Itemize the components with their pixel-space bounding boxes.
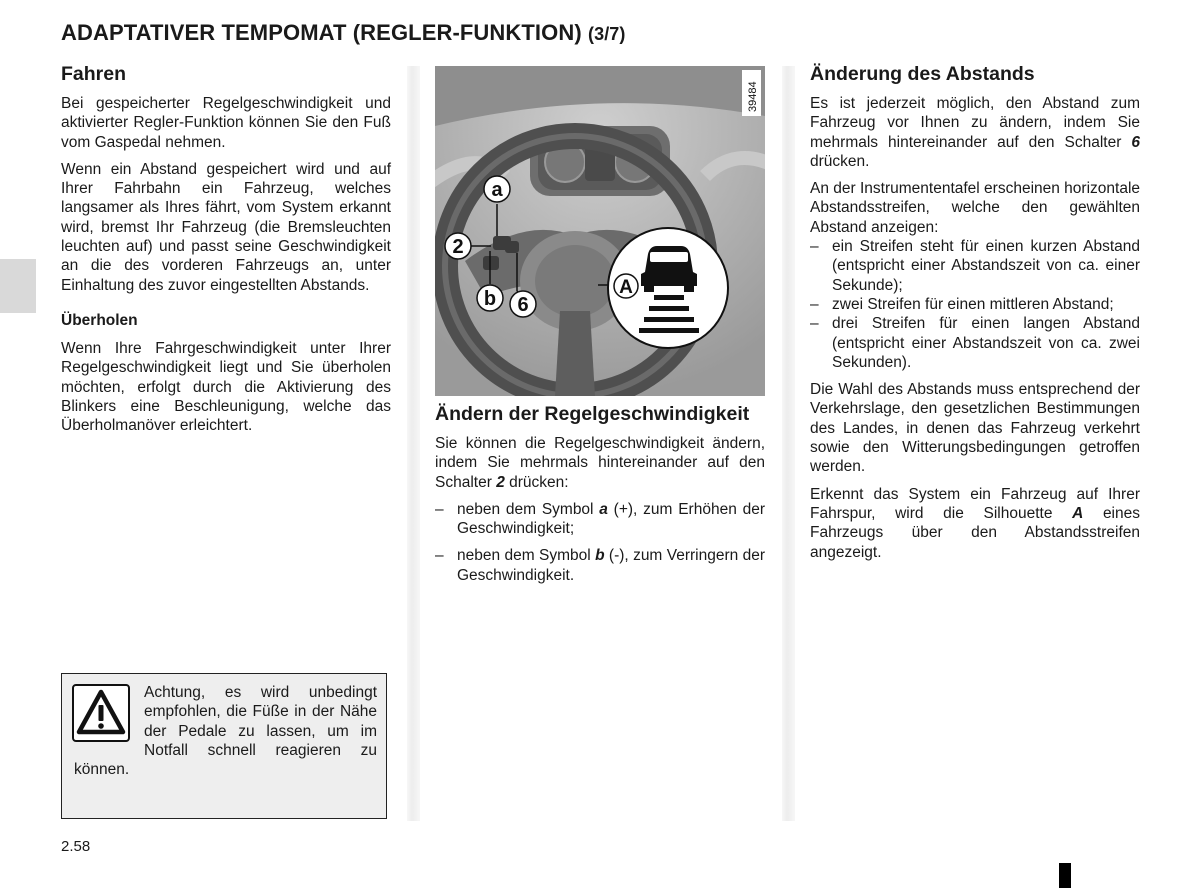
column-divider	[407, 66, 420, 821]
callout-label-A: A	[619, 277, 633, 298]
column-divider	[782, 66, 795, 821]
warning-text: Achtung, es wird unbedingt empfohlen, die Füße in der Nähe der Pedale zu lassen, um im Notfall schnell reagieren zu können.	[74, 684, 377, 779]
steering-wheel-illustration	[435, 66, 765, 396]
callout-label-b: b	[483, 288, 497, 310]
paragraph: Es ist jederzeit möglich, den Abstand zum Fahrzeug vor Ihnen zu ändern, indem Sie mehrmals hintereinander auf den Schalter 6 drücken.	[810, 95, 1140, 170]
paragraph: Sie können die Regelgeschwindigkeit ändern, indem Sie mehrmals hintereinander auf den Schalter 2 drücken:	[435, 435, 765, 491]
title-part: (3/7)	[587, 24, 626, 44]
section-heading: Ändern der Regelgeschwindigkeit	[435, 403, 750, 425]
figure-reference: 39484	[747, 81, 759, 112]
warning-text-block	[74, 683, 377, 779]
section-heading: Fahren	[61, 63, 127, 85]
list-item: – drei Streifen für einen langen Abstand (entspricht einer Abstandszeit von ca. zwei Sekunden).	[810, 314, 1140, 372]
section-fahren	[61, 62, 391, 443]
key-ref: 2	[496, 473, 505, 491]
key-ref: b	[595, 547, 605, 565]
paragraph: Wenn ein Abstand gespeichert wird und auf Ihrer Fahrbahn ein Fahrzeug, welches langsamer als Ihres fährt, vom System erkannt wird, bremst Ihr Fahrzeug (die Bremsleuchten leuchten auf) und passt seine Geschwindigkeit an die des vorderen Fahrzeugs an, unter Einhaltung des zuvor eingestellten Abstands.	[61, 160, 391, 294]
section-heading: Änderung des Abstands	[810, 63, 1035, 85]
page-number: 2.58	[61, 838, 91, 855]
callout-label-a: a	[491, 179, 503, 201]
list-item: – neben dem Symbol a (+), zum Erhöhen der Geschwindigkeit;	[435, 500, 765, 539]
callout-label-6: 6	[517, 294, 529, 316]
speed-change-list	[435, 500, 765, 585]
subheading-ueberholen: Überholen	[61, 311, 138, 329]
callout-label-2: 2	[452, 236, 464, 258]
paragraph: Erkennt das System ein Fahrzeug auf Ihrer Fahrspur, wird die Silhouette A eines Fahrzeugs über den Abstandsstreifen angezeigt.	[810, 485, 1140, 561]
vehicle-silhouette-icon	[641, 246, 697, 292]
list-item: – neben dem Symbol b (-), zum Verringern der Geschwindigkeit.	[435, 546, 765, 585]
distance-list	[810, 237, 1140, 372]
key-ref: A	[1072, 504, 1084, 522]
title-text: ADAPTATIVER TEMPOMAT (REGLER-FUNKTION)	[61, 20, 582, 45]
list-item: – zwei Streifen für einen mittleren Abstand;	[810, 295, 1140, 314]
key-ref: 6	[1131, 133, 1140, 151]
paragraph: Wenn Ihre Fahrgeschwindigkeit unter Ihrer Regelgeschwindigkeit liegt und Sie überholen möchten, erfolgt durch die Aktivierung des Blinkers eine Beschleunigung, welche das Überholmanöver erleichtert.	[61, 339, 391, 435]
steering-wheel-drawing	[435, 66, 765, 396]
paragraph: Bei gespeicherter Regelgeschwindigkeit und aktivierter Regler-Funktion können Sie den Fuß vom Gaspedal nehmen.	[61, 95, 391, 151]
corner-mark	[1059, 863, 1071, 888]
paragraph: Die Wahl des Abstands muss entsprechend der Verkehrslage, den gesetzlichen Bestimmungen des Landes, in denen das Fahrzeug verkehrt sowie den Witterungsbedingungen getroffen werden.	[810, 381, 1140, 476]
section-aendern-regelgeschwindigkeit	[435, 402, 765, 585]
section-aenderung-abstand	[810, 62, 1140, 570]
list-item: – ein Streifen steht für einen kurzen Abstand (entspricht einer Abstandszeit von ca. einer Sekunde);	[810, 237, 1140, 295]
chapter-tab	[0, 259, 36, 313]
paragraph: An der Instrumententafel erscheinen horizontale Abstandsstreifen, welche den gewählten Abstand anzeigen:	[810, 180, 1141, 236]
key-ref: a	[599, 500, 608, 518]
page-title	[61, 20, 626, 46]
warning-box	[61, 673, 387, 819]
